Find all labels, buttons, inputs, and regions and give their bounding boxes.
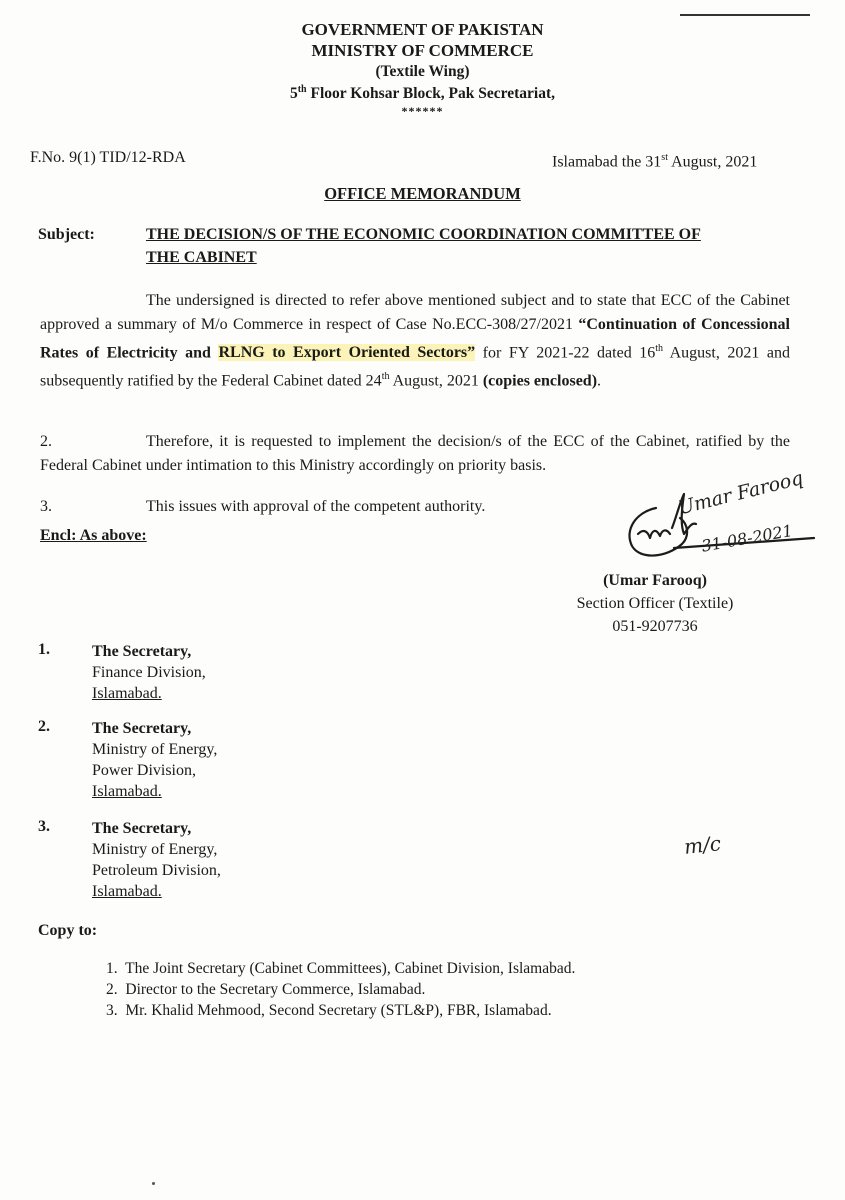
copy-to-item: 2. Director to the Secretary Commerce, Islamabad. — [106, 981, 426, 998]
memo-date: Islamabad the 31st August, 2021 — [552, 152, 758, 171]
scan-speck — [152, 1182, 155, 1185]
copy-to-label: Copy to: — [38, 922, 98, 939]
recipient-1-number: 1. — [38, 641, 50, 658]
signatory-phone: 051-9207736 — [612, 618, 698, 635]
header-address: 5th Floor Kohsar Block, Pak Secretariat, — [289, 84, 556, 103]
recipient-2-number: 2. — [38, 718, 50, 735]
recipient-1: The Secretary, Finance Division, Islamabad. — [92, 643, 206, 702]
paragraph-3: This issues with approval of the competent authority. — [146, 498, 486, 515]
enclosure-note: Encl: As above: — [40, 527, 147, 544]
memo-title: OFFICE MEMORANDUM — [324, 184, 521, 203]
header-wing: (Textile Wing) — [375, 63, 470, 80]
copy-to-item: 1. The Joint Secretary (Cabinet Committees), Cabinet Division, Islamabad. — [106, 960, 576, 977]
recipient-2: The Secretary, Ministry of Energy, Power Division, Islamabad. — [92, 720, 218, 800]
signatory-designation: Section Officer (Textile) — [576, 595, 734, 612]
header-ministry: MINISTRY OF COMMERCE — [311, 41, 534, 60]
header-stars: ****** — [401, 104, 444, 118]
scan-edge-line — [680, 14, 810, 16]
copy-to-item: 3. Mr. Khalid Mehmood, Second Secretary (STL&P), FBR, Islamabad. — [106, 1002, 552, 1019]
subject-label: Subject: — [38, 226, 95, 243]
signatory-name: (Umar Farooq) — [603, 572, 707, 589]
copy-to-list — [106, 958, 575, 1021]
signature-handwritten-name: Umar Farooq — [676, 467, 806, 520]
paragraph-2-number: 2. — [40, 433, 52, 450]
paragraph-2: Therefore, it is requested to implement the decision/s of the ECC of the Cabinet, ratified by the Federal Cabinet under intimation to this Ministry accordingly on priority basis. — [40, 433, 790, 474]
handwritten-initials: m/c — [682, 831, 723, 859]
subject-line-1: THE DECISION/S OF THE ECONOMIC COORDINATION COMMITTEE OF — [146, 226, 701, 243]
recipient-3-number: 3. — [38, 818, 50, 835]
recipient-3: The Secretary, Ministry of Energy, Petroleum Division, Islamabad. — [92, 820, 221, 900]
paragraph-3-number: 3. — [40, 498, 52, 515]
file-number: F.No. 9(1) TID/12-RDA — [30, 149, 186, 166]
header-government: GOVERNMENT OF PAKISTAN — [301, 20, 544, 39]
paragraph-1: The undersigned is directed to refer above mentioned subject and to state that ECC of the Cabinet approved a summary of M/o Commerce in respect of Case No.ECC-308/27/2021 “Continuation of Concessional Rates of Electricity and RLNG to Export Oriented Sectors” for FY 2021-22 dated 16th August, 2021 and subsequently ratified by the Federal Cabinet dated 24th August, 2021 (copies enclosed). — [40, 292, 790, 390]
signature-handwritten-date: 31-08-2021 — [700, 520, 795, 556]
subject-line-2: THE CABINET — [146, 249, 257, 266]
